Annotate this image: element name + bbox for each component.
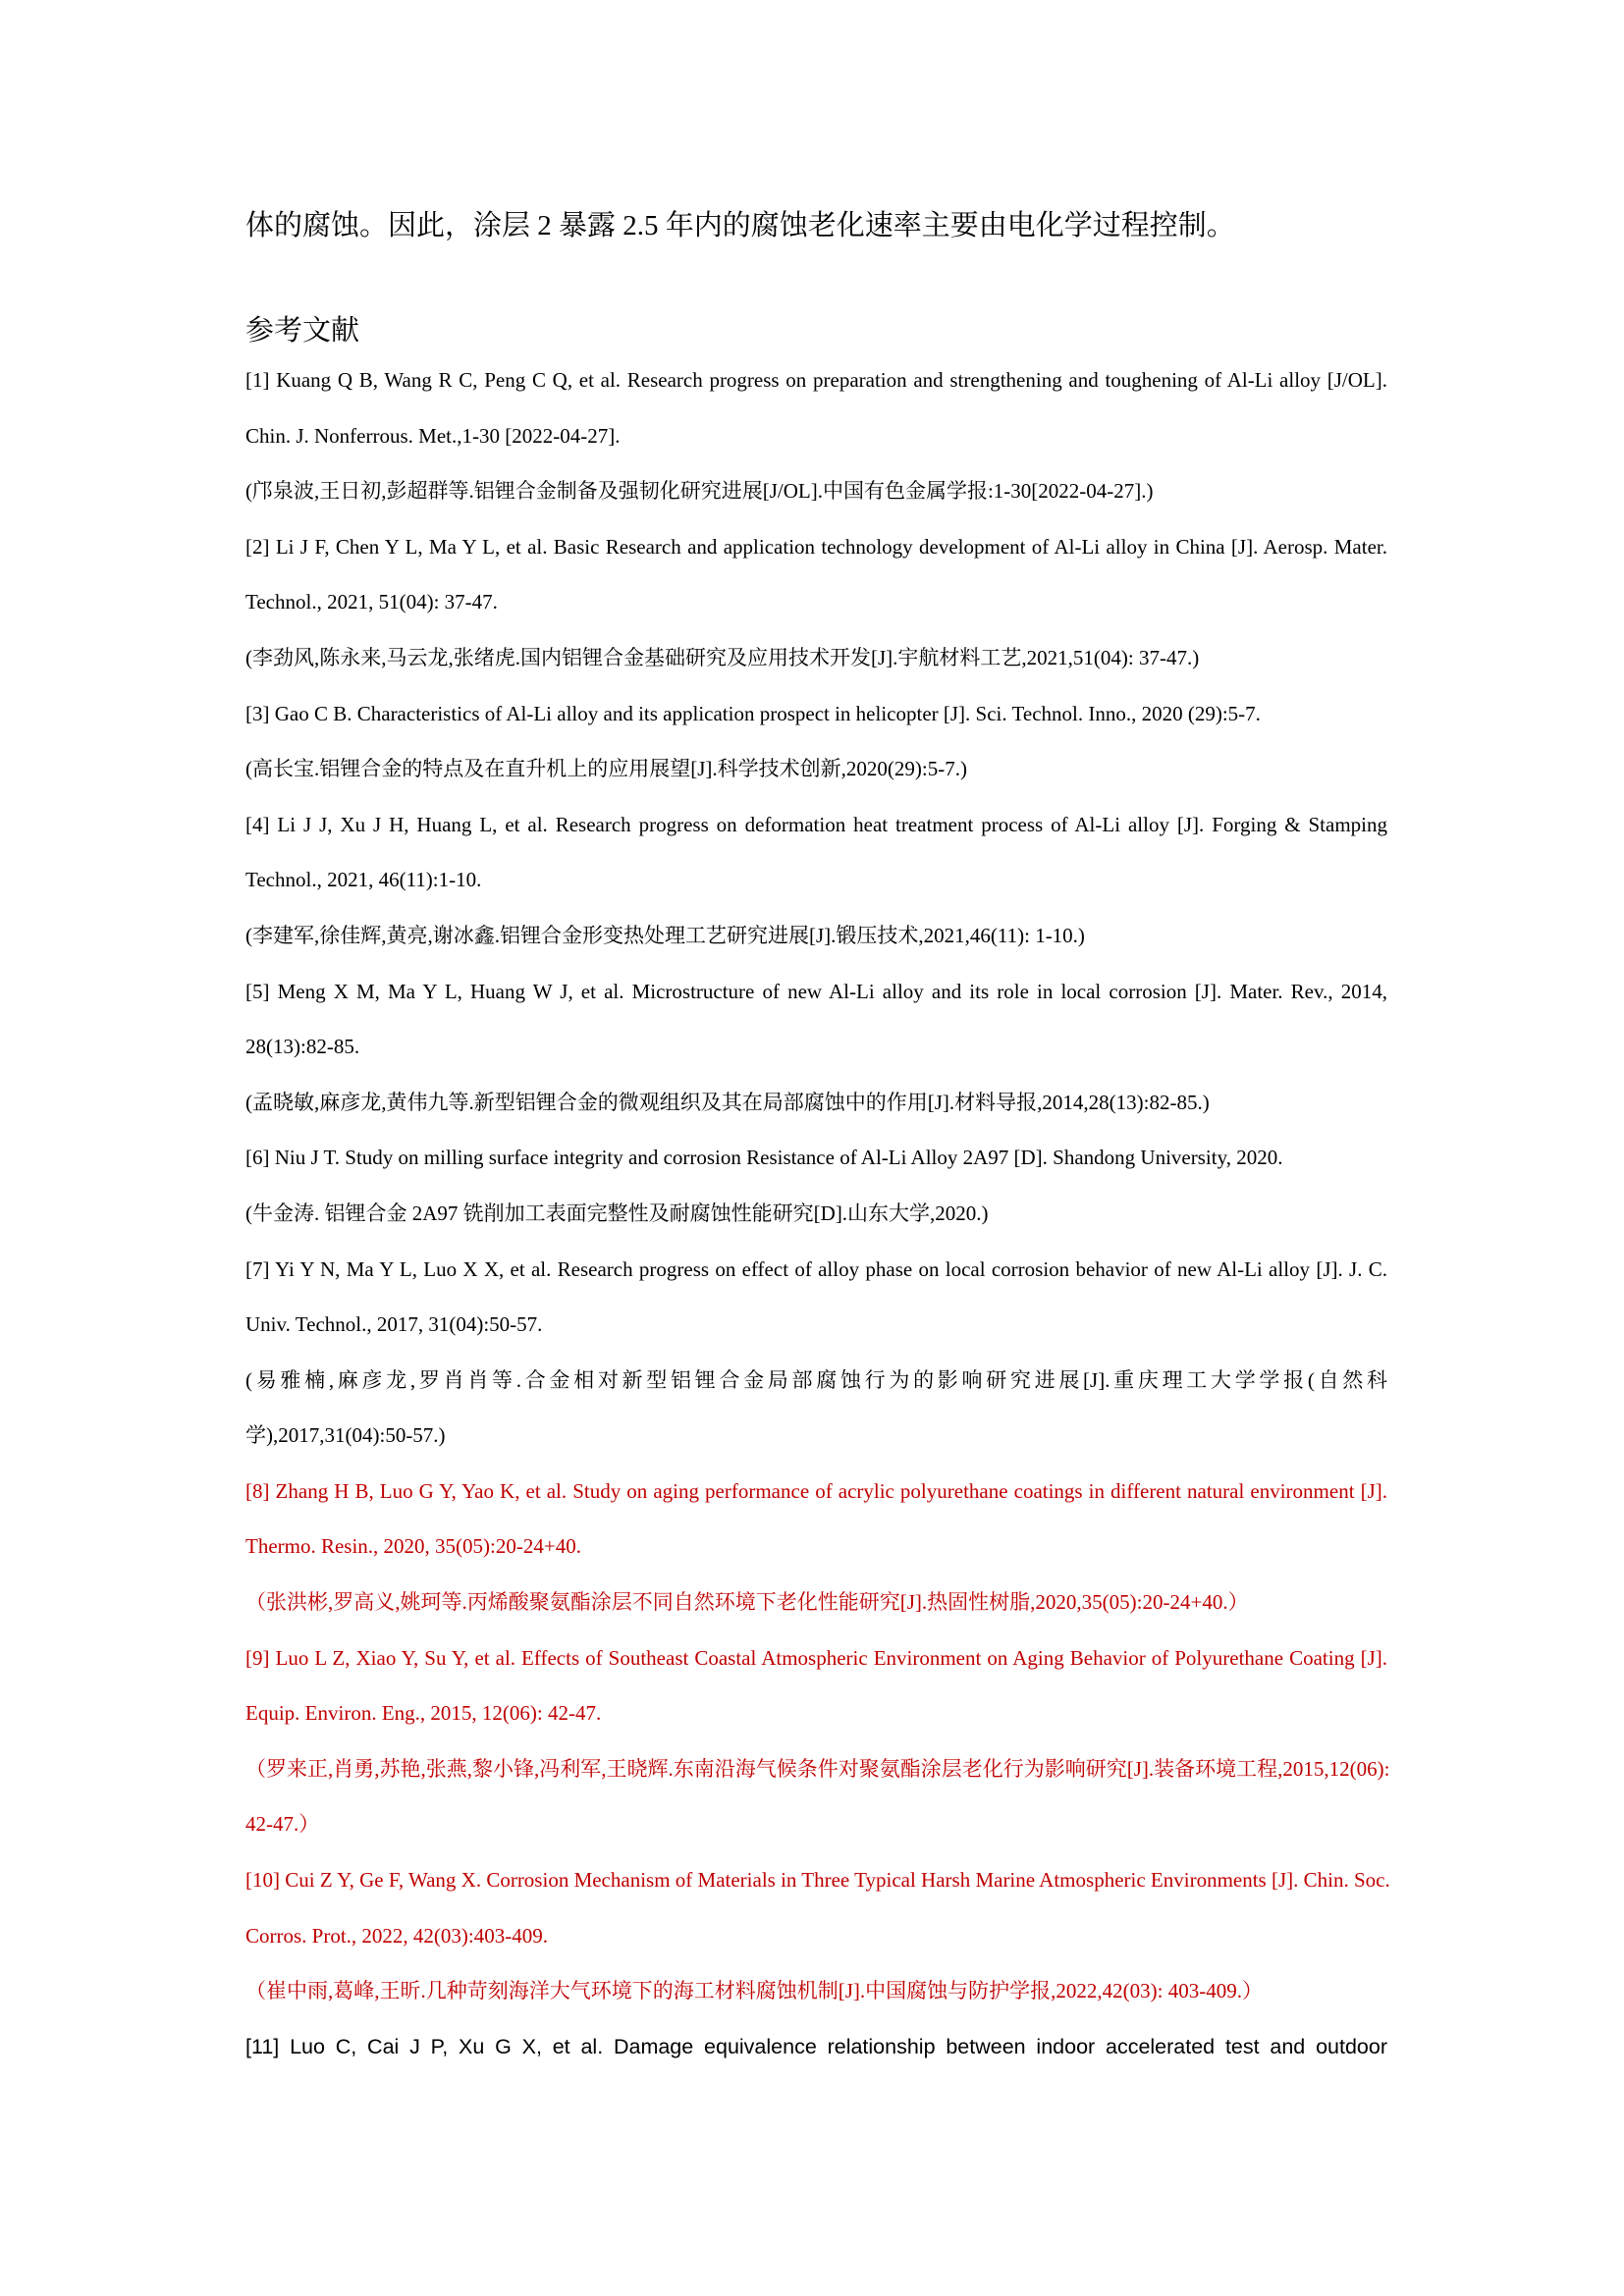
reference-4-en-line-2: Technol., 2021, 46(11):1-10. <box>245 868 482 892</box>
reference-9-en-line-1: [9] Luo L Z, Xiao Y, Su Y, et al. Effects of Southeast Coastal Atmospheric Environment on Aging Behavior of Polyurethane Coating [J]. <box>245 1645 1387 1670</box>
reference-2-zh-line-1: (李劲风,陈永来,马云龙,张绪虎.国内铝锂合金基础研究及应用技术开发[J].宇航材料工艺,2021,51(04): 37-47.) <box>245 645 1200 669</box>
reference-2-en-line-2: Technol., 2021, 51(04): 37-47. <box>245 590 498 614</box>
reference-4-en-line-1: [4] Li J J, Xu J H, Huang L, et al. Research progress on deformation heat treatment process of Al-Li alloy [J]. Forging & Stamping <box>245 812 1387 836</box>
reference-9-zh-line-1: （罗来正,肖勇,苏艳,张燕,黎小锋,冯利军,王晓辉.东南沿海气候条件对聚氨酯涂层老化行为影响研究[J].装备环境工程,2015,12(06): <box>245 1756 1390 1781</box>
reference-item-9 <box>245 1630 1390 1852</box>
reference-item-4 <box>245 797 1387 964</box>
reference-4-zh-line-1: (李建军,徐佳辉,黄亮,谢冰鑫.铝锂合金形变热处理工艺研究进展[J].锻压技术,2021,46(11): 1-10.) <box>245 923 1085 947</box>
reference-item-7 <box>245 1242 1387 1464</box>
reference-11-en-line-1: [11] Luo C, Cai J P, Xu G X, et al. Damage equivalence relationship between indoor accelerated test and outdoor <box>245 2034 1387 2058</box>
reference-1-zh-line-1: (邝泉波,王日初,彭超群等.铝锂合金制备及强韧化研究进展[J/OL].中国有色金属学报:1-30[2022-04-27].) <box>245 479 1154 504</box>
reference-3-zh-line-1: (高长宝.铝锂合金的特点及在直升机上的应用展望[J].科学技术创新,2020(29):5-7.) <box>245 757 967 781</box>
reference-8-en-line-1: [8] Zhang H B, Luo G Y, Yao K, et al. Study on aging performance of acrylic polyurethane coatings in different natural environment [J]. <box>245 1478 1387 1503</box>
reference-9-en-line-2: Equip. Environ. Eng., 2015, 12(06): 42-47. <box>245 1701 602 1726</box>
reference-2-en-line-1: [2] Li J F, Chen Y L, Ma Y L, et al. Basic Research and application technology development of Al-Li alloy in China [J]. Aerosp. Mater. <box>245 534 1387 559</box>
reference-item-3 <box>245 686 1387 797</box>
reference-item-6 <box>245 1130 1387 1241</box>
reference-8-en-line-2: Thermo. Resin., 2020, 35(05):20-24+40. <box>245 1534 581 1559</box>
reference-6-zh-line-1: (牛金涛. 铝锂合金 2A97 铣削加工表面完整性及耐腐蚀性能研究[D].山东大学,2020.) <box>245 1201 989 1225</box>
reference-10-en-line-1: [10] Cui Z Y, Ge F, Wang X. Corrosion Mechanism of Materials in Three Typical Harsh Marine Atmospheric Environments [J]. Chin. Soc. <box>245 1868 1390 1893</box>
reference-7-en-line-1: [7] Yi Y N, Ma Y L, Luo X X, et al. Research progress on effect of alloy phase on local corrosion behavior of new Al-Li alloy [J]. J. C. <box>245 1256 1387 1281</box>
reference-7-zh-line-1: (易雅楠,麻彦龙,罗肖肖等.合金相对新型铝锂合金局部腐蚀行为的影响研究进展[J].重庆理工大学学报(自然科 <box>245 1367 1387 1392</box>
reference-9-zh-line-2: 42-47.） <box>245 1812 320 1837</box>
reference-item-10 <box>245 1852 1390 2019</box>
reference-5-zh-line-1: (孟晓敏,麻彦龙,黄伟九等.新型铝锂合金的微观组织及其在局部腐蚀中的作用[J].材料导报,2014,28(13):82-85.) <box>245 1090 1210 1114</box>
reference-5-en-line-2: 28(13):82-85. <box>245 1035 360 1059</box>
reference-10-en-line-2: Corros. Prot., 2022, 42(03):403-409. <box>245 1923 548 1948</box>
reference-item-5 <box>245 964 1387 1131</box>
body-paragraph-continuation: 体的腐蚀。因此，涂层 2 暴露 2.5 年内的腐蚀老化速率主要由电化学过程控制。 <box>245 210 1235 241</box>
reference-6-en-line-1: [6] Niu J T. Study on milling surface integrity and corrosion Resistance of Al-Li Alloy 2A97 [D]. Shandong University, 2020. <box>245 1146 1283 1170</box>
reference-item-11 <box>245 2019 1387 2075</box>
reference-7-zh-line-2: 学),2017,31(04):50-57.) <box>245 1423 446 1448</box>
reference-1-en-line-2: Chin. J. Nonferrous. Met.,1-30 [2022-04-27]. <box>245 423 621 448</box>
reference-8-zh-line-1: （张洪彬,罗高义,姚珂等.丙烯酸聚氨酯涂层不同自然环境下老化性能研究[J].热固性树脂,2020,35(05):20-24+40.） <box>245 1590 1249 1615</box>
reference-5-en-line-1: [5] Meng X M, Ma Y L, Huang W J, et al. Microstructure of new Al-Li alloy and its role in local corrosion [J]. Mater. Rev., 2014, <box>245 979 1387 1003</box>
reference-10-zh-line-1: （崔中雨,葛峰,王昕.几种苛刻海洋大气环境下的海工材料腐蚀机制[J].中国腐蚀与防护学报,2022,42(03): 403-409.） <box>245 1979 1263 2003</box>
references-heading: 参考文献 <box>245 315 360 347</box>
reference-7-en-line-2: Univ. Technol., 2017, 31(04):50-57. <box>245 1312 543 1337</box>
reference-item-2 <box>245 519 1387 686</box>
reference-3-en-line-1: [3] Gao C B. Characteristics of Al-Li alloy and its application prospect in helicopter [J]. Sci. Technol. Inno., 2020 (29):5-7. <box>245 701 1261 725</box>
reference-item-8 <box>245 1464 1387 1630</box>
reference-1-en-line-1: [1] Kuang Q B, Wang R C, Peng C Q, et al. Research progress on preparation and strengthening and toughening of Al-Li alloy [J/OL]. <box>245 368 1387 392</box>
reference-list <box>245 352 1390 2074</box>
reference-item-1 <box>245 352 1387 519</box>
